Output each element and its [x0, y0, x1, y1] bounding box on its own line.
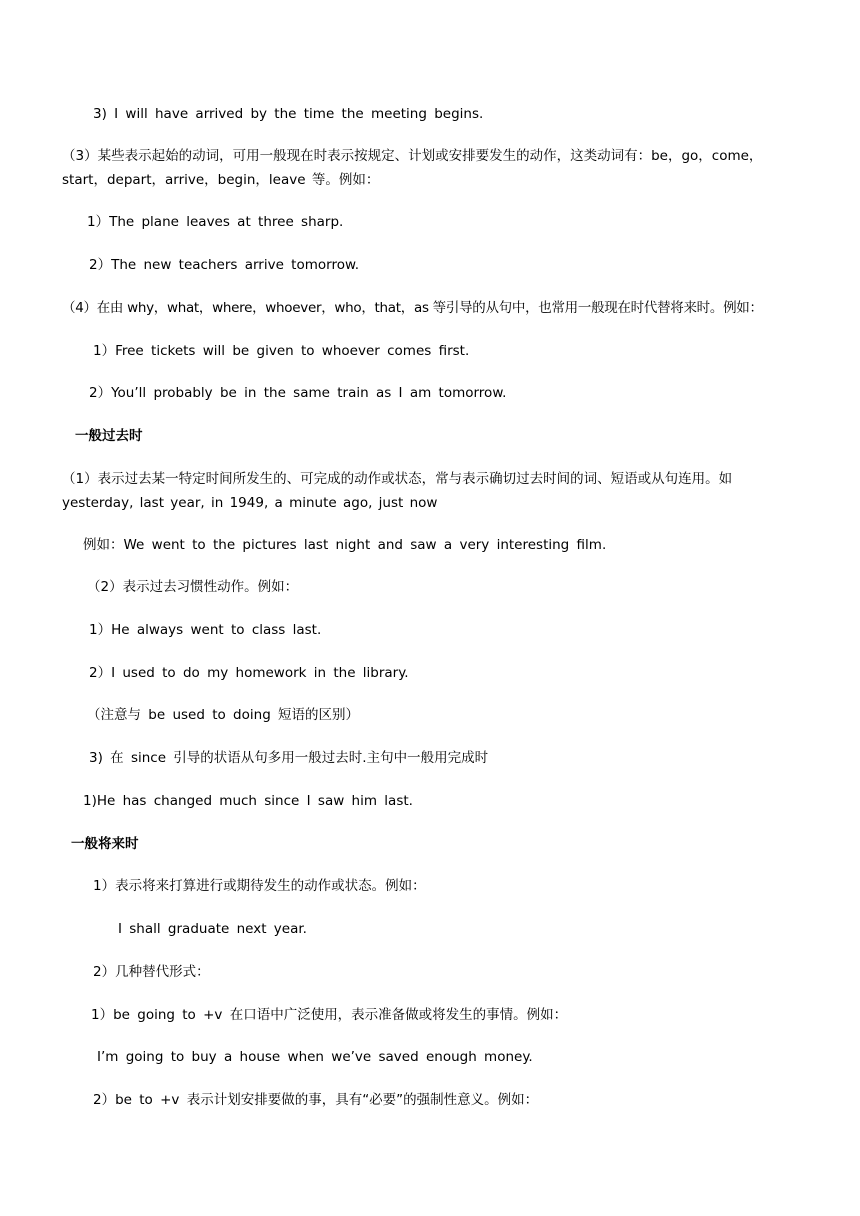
text-paragraph: （1）表示过去某一特定时间所发生的、可完成的动作或状态，常与表示确切过去时间的词、短语或从句连用。如 yesterday, last year, in 1949, a minute ago, just now — [62, 471, 733, 511]
text-line: 1）表示将来打算进行或期待发生的动作或状态。例如： — [93, 878, 426, 894]
text-line: 1）The plane leaves at three sharp. — [87, 214, 344, 230]
text-line: 2）be to +v 表示计划安排要做的事，具有“必要”的强制性意义。例如： — [93, 1092, 539, 1108]
section-heading: 一般过去时 — [75, 428, 143, 444]
text-line: 1）He always went to class last. — [89, 622, 322, 638]
text-line: 2）You’ll probably be in the same train as I am tomorrow. — [89, 385, 507, 401]
text-line: 3) 在 since 引导的状语从句多用一般过去时.主句中一般用完成时 — [89, 750, 489, 766]
text-line: （注意与 be used to doing 短语的区别） — [87, 707, 360, 723]
text-line: 例如：We went to the pictures last night and saw a very interesting film. — [83, 537, 607, 553]
text-line: （4）在由 why，what，where，whoever，who，that，as 等引导的从句中，也常用一般现在时代替将来时。例如： — [62, 300, 763, 316]
text-line: 2）The new teachers arrive tomorrow. — [89, 257, 360, 273]
text-line: I shall graduate next year. — [118, 921, 307, 937]
text-line: 1）Free tickets will be given to whoever comes first. — [93, 343, 470, 359]
text-line: 2）几种替代形式： — [93, 964, 210, 980]
section-heading: 一般将来时 — [71, 836, 139, 852]
text-line: 1)He has changed much since I saw him last. — [83, 793, 413, 809]
text-line: （2）表示过去习惯性动作。例如： — [87, 579, 299, 595]
text-line: 1）be going to +v 在口语中广泛使用，表示准备做或将发生的事情。例如： — [91, 1007, 568, 1023]
text-line: 2）I used to do my homework in the library. — [89, 665, 409, 681]
text-line: 3) I will have arrived by the time the meeting begins. — [93, 106, 484, 122]
text-paragraph: （3）某些表示起始的动词，可用一般现在时表示按规定、计划或安排要发生的动作，这类动词有：be，go，come，start，depart，arrive，begin，leave 等。例如： — [62, 148, 763, 188]
text-line: I’m going to buy a house when we’ve saved enough money. — [97, 1049, 533, 1065]
